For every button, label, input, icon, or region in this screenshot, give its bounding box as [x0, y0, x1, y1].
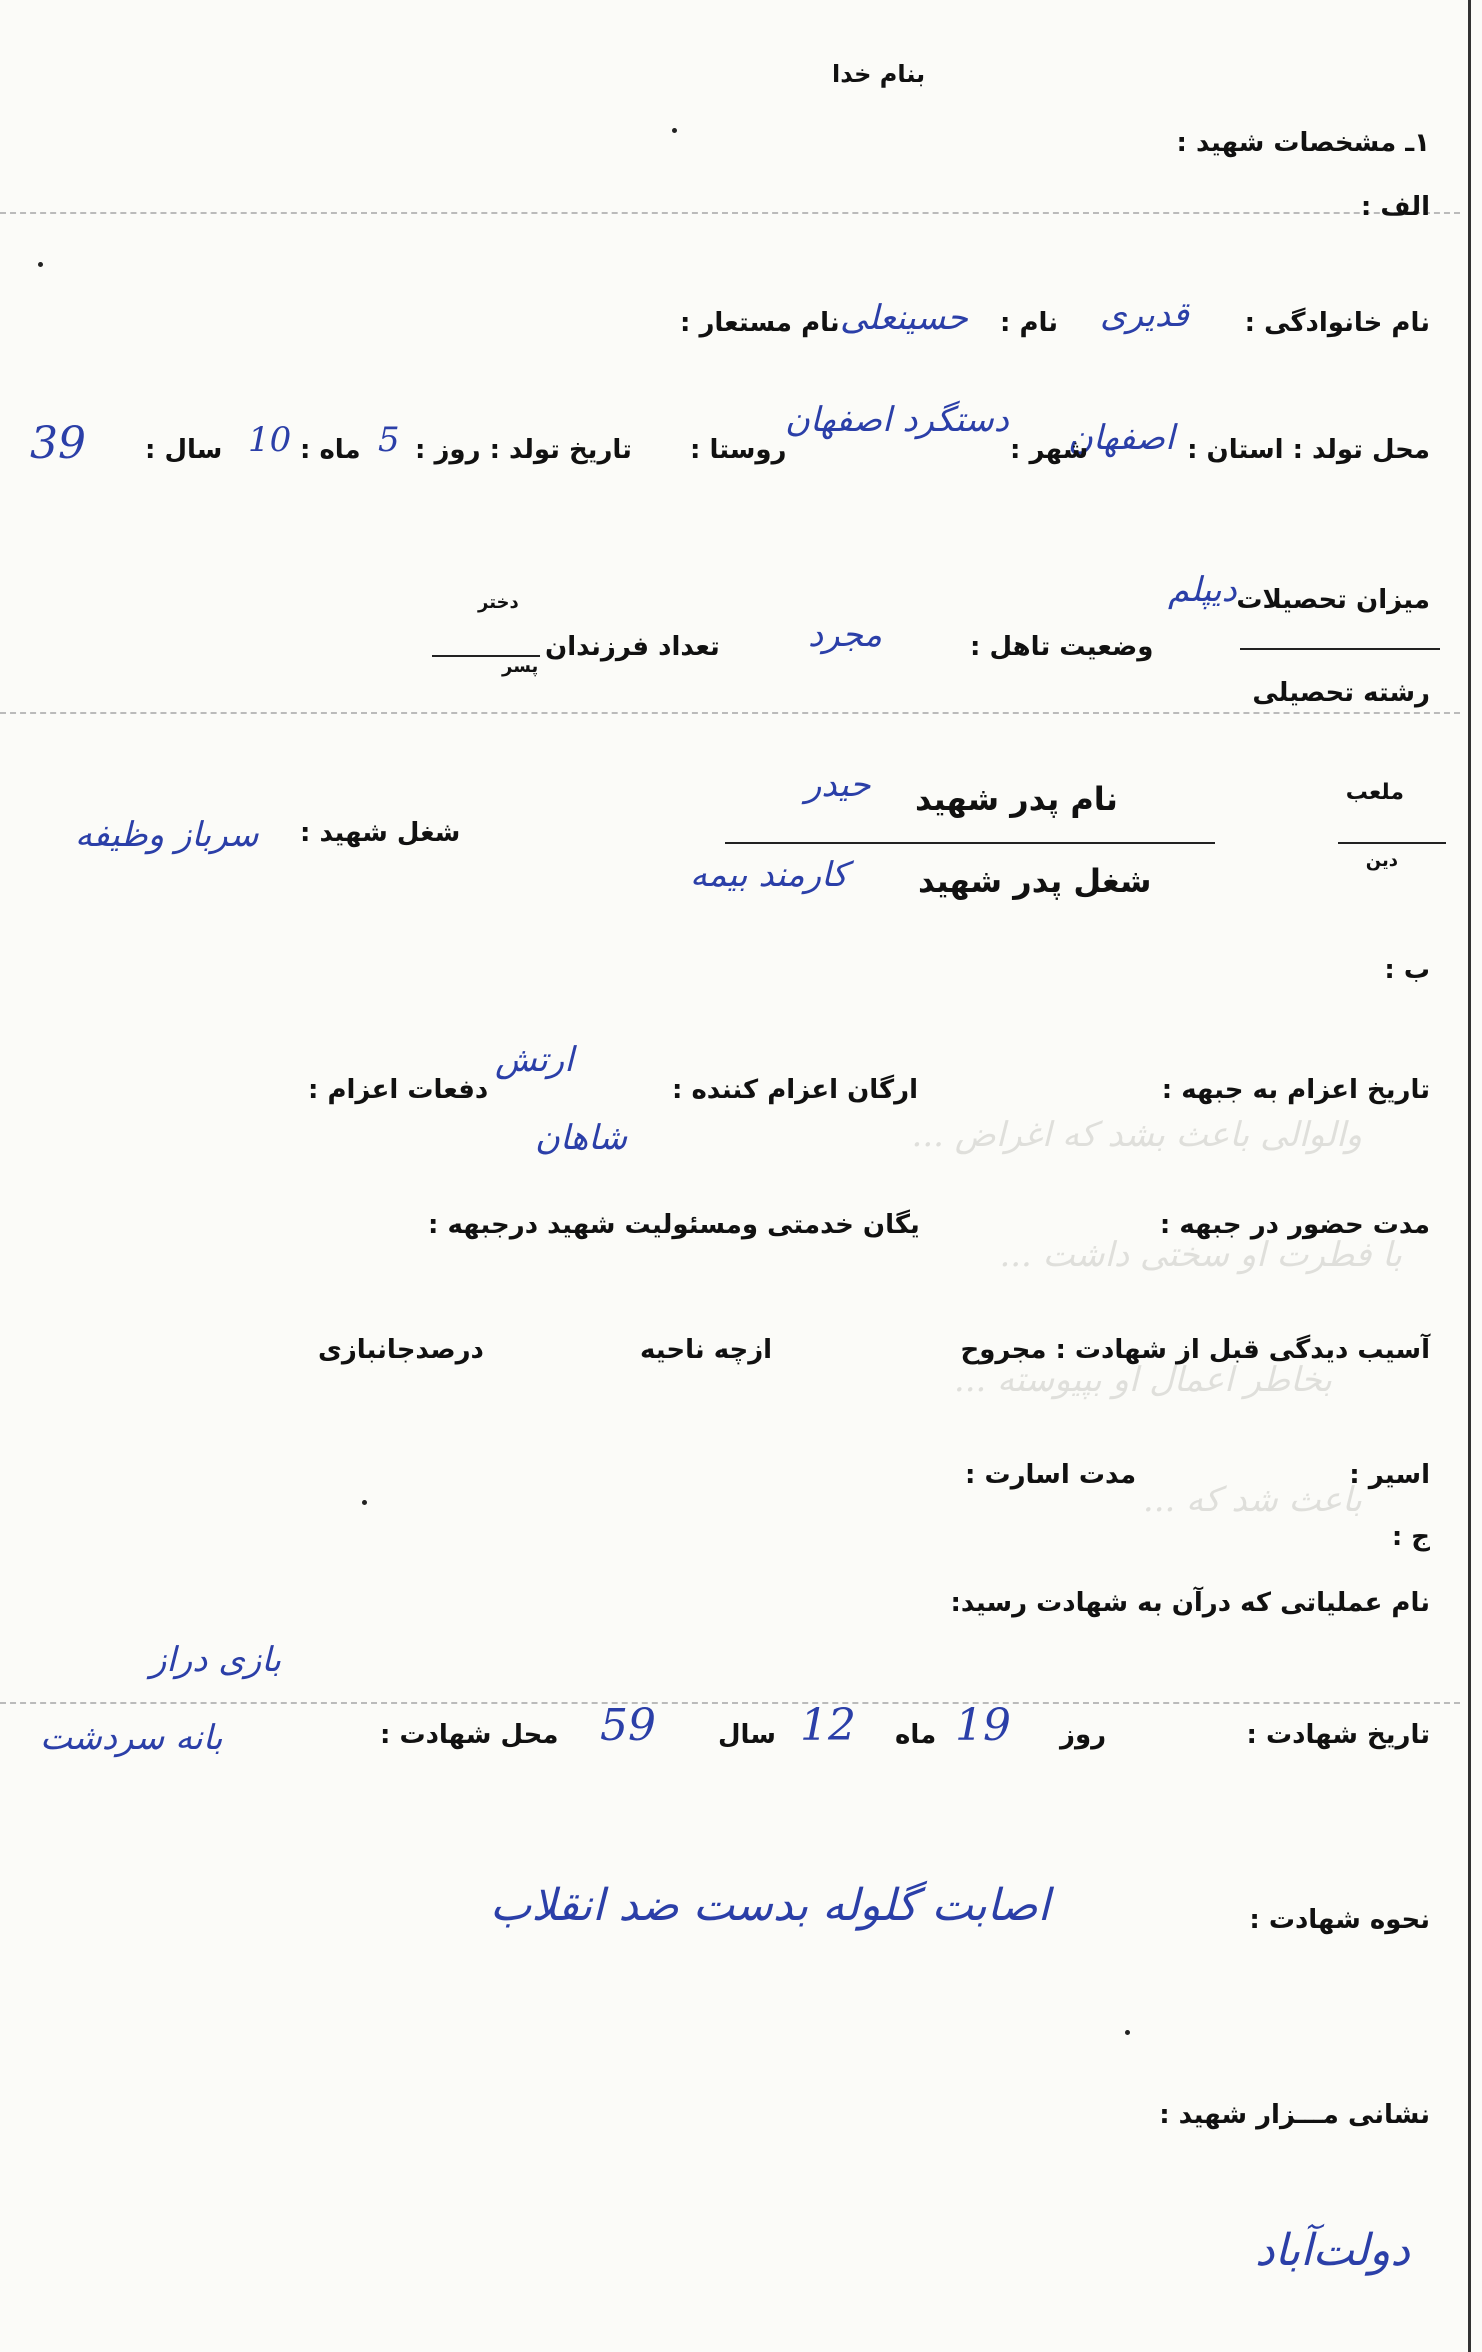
family-name-label: نام خانوادگی : — [1244, 308, 1430, 338]
family-name-value: قدیری — [1100, 295, 1189, 335]
martyrdom-place-value: بانه سردشت — [40, 1718, 223, 1758]
martyrdom-month-label: ماه — [895, 1720, 937, 1750]
section-b-label: ب : — [1384, 955, 1430, 985]
unit-responsibility-label: یگان خدمتی ومسئولیت شهید درجبهه : — [428, 1210, 920, 1240]
background-dashed-line — [0, 712, 1460, 714]
marital-status-label: وضعیت تاهل : — [970, 632, 1154, 662]
education-level-label: میزان تحصیلات — [1236, 585, 1430, 615]
village-label: روستا : — [690, 435, 787, 465]
stray-dot — [672, 128, 677, 133]
father-job-label: شغل پدر شهید — [918, 862, 1152, 900]
education-field-label: رشته تحصیلی — [1252, 678, 1430, 708]
sect-label: ملعب — [1345, 780, 1404, 805]
father-name-value: حیدر — [805, 765, 871, 805]
basmala: بنام خدا — [832, 60, 926, 88]
birth-year-label: سال : — [145, 435, 223, 465]
section-alef-label: الف : — [1360, 192, 1430, 222]
section-1-heading: ۱ـ مشخصات شهید : — [1176, 128, 1430, 158]
martyrdom-day-value: 19 — [955, 1700, 1011, 1751]
bleed-through-text: با فطرت او سختی داشت ... — [999, 1235, 1402, 1275]
injury-area-label: ازچه ناحیه — [640, 1335, 773, 1365]
marital-status-value: مجرد — [808, 615, 883, 655]
background-dashed-line — [0, 1702, 1460, 1704]
dispatch-org-value: ارتش — [495, 1040, 574, 1080]
operation-name-value: بازی دراز — [150, 1640, 282, 1680]
birth-date-label: تاریخ تولد : روز : — [415, 435, 632, 465]
martyr-job-label: شغل شهید : — [300, 818, 461, 848]
martyrdom-manner-value: اصابت گلوله بدست ضد انقلاب — [490, 1880, 1050, 1931]
dispatch-org-label: ارگان اعزام کننده : — [672, 1075, 919, 1105]
right-border-line — [1468, 0, 1471, 2352]
province-value: اصفهان — [1068, 418, 1175, 458]
stray-dot — [1125, 2030, 1130, 2035]
birth-place-label: محل تولد : استان : — [1187, 435, 1430, 465]
martyrdom-date-label: تاریخ شهادت : — [1246, 1720, 1430, 1750]
city-label: شهر : — [1010, 435, 1089, 465]
bleed-through-text: بخاطر اعمال او بپیوسته ... — [953, 1360, 1332, 1400]
dispatch-date-label: تاریخ اعزام به جبهه : — [1161, 1075, 1430, 1105]
religion-label: دین — [1365, 850, 1398, 871]
education-divider — [1240, 648, 1440, 650]
city-value: دستگرد اصفهان — [785, 400, 1009, 440]
birth-month-value: 10 — [248, 420, 292, 460]
background-dashed-line — [0, 212, 1460, 214]
education-level-value: دیپلم — [1168, 570, 1237, 610]
stray-dot — [362, 1500, 367, 1505]
section-c-label: ج : — [1391, 1522, 1430, 1552]
son-label: پسر — [502, 656, 539, 677]
birth-month-label: ماه : — [300, 435, 361, 465]
grave-address-label: نشانی مـــزار شهید : — [1159, 2100, 1430, 2130]
front-duration-label: مدت حضور در جبهه : — [1159, 1210, 1430, 1240]
captive-label: اسیر : — [1349, 1460, 1430, 1490]
alias-label: نام مستعار : — [680, 308, 840, 338]
bleed-through-text: والوالی باعث بشد که اغراض ... — [911, 1115, 1362, 1155]
dispatch-times-label: دفعات اعزام : — [308, 1075, 489, 1105]
first-name-label: نام : — [1000, 308, 1059, 338]
daughter-label: دختر — [478, 592, 519, 613]
captivity-duration-label: مدت اسارت : — [965, 1460, 1137, 1490]
father-name-label: نام پدر شهید — [915, 780, 1118, 818]
injury-label: آسیب دیدگی قبل از شهادت : مجروح — [960, 1335, 1430, 1365]
martyr-job-value: سرباز وظیفه — [75, 815, 259, 855]
martyrdom-day-label: روز — [1060, 1720, 1107, 1750]
disability-percent-label: درصدجانبازی — [318, 1335, 484, 1365]
father-job-value: کارمند بیمه — [690, 855, 848, 895]
first-name-value: حسینعلی — [840, 298, 968, 338]
birth-year-value: 39 — [30, 418, 86, 469]
dispatch-org-value-2: شاهان — [535, 1118, 628, 1158]
father-divider — [725, 842, 1215, 844]
martyrdom-place-label: محل شهادت : — [380, 1720, 559, 1750]
bleed-through-text: باعث شد که ... — [1142, 1480, 1362, 1520]
martyrdom-year-label: سال — [718, 1720, 776, 1750]
martyrdom-manner-label: نحوه شهادت : — [1249, 1905, 1430, 1935]
operation-name-label: نام عملیاتی که درآن به شهادت رسید: — [950, 1588, 1430, 1618]
children-count-label: تعداد فرزندان — [545, 632, 720, 662]
stray-dot — [38, 262, 43, 267]
grave-address-value: دولت‌آباد — [1255, 2225, 1410, 2276]
martyrdom-month-value: 12 — [800, 1700, 856, 1751]
sect-divider — [1338, 842, 1446, 844]
birth-day-value: 5 — [378, 420, 400, 460]
martyrdom-year-value: 59 — [600, 1700, 656, 1751]
